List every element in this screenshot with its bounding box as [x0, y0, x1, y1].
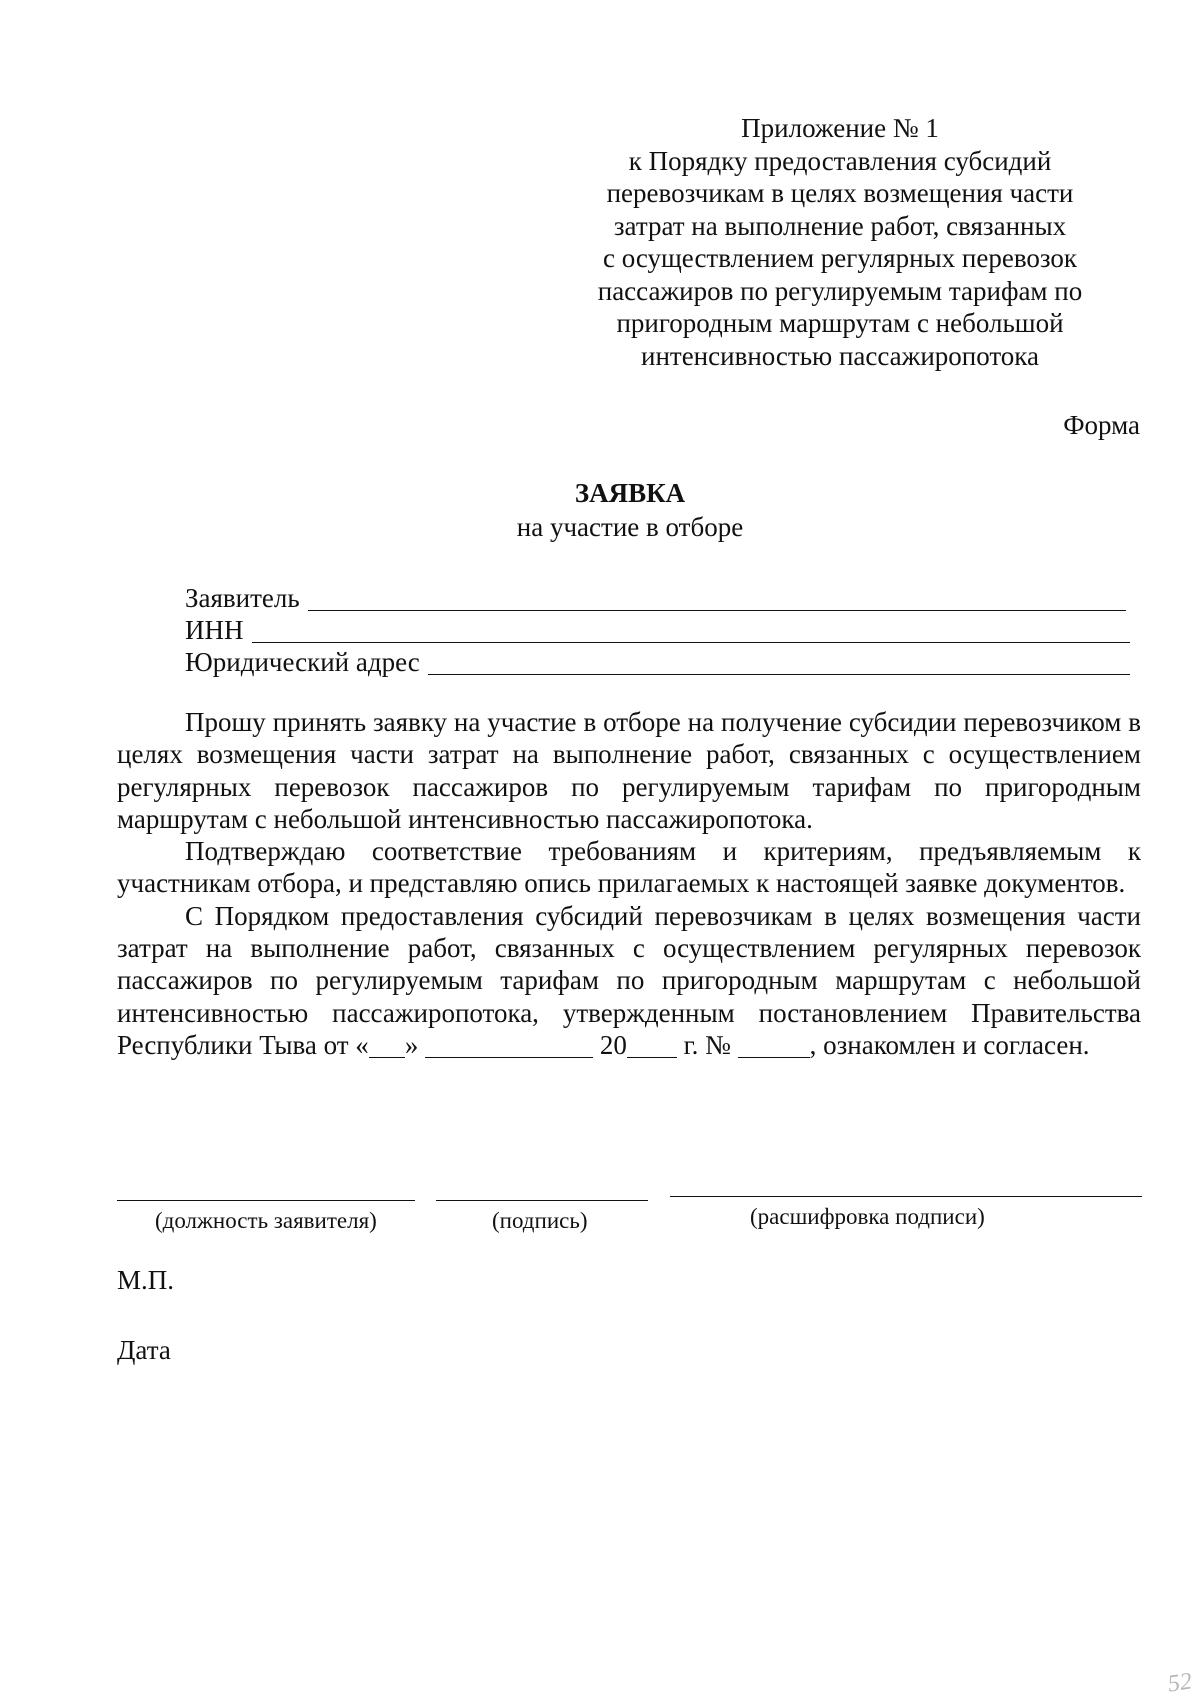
decoding-caption: (расшифровка подписи) [750, 1204, 985, 1229]
quote-close: » [404, 1029, 419, 1060]
legal-address-field [185, 647, 1130, 678]
paragraph-agreement [117, 900, 1141, 1061]
form-label: Форма [1063, 410, 1140, 440]
agreement-text: С Порядком предоставления субсидий перевозчикам в целях возмещения части затрат на выполнение работ, связанных с осуществлением регулярных перевозок пассажиров по регулируемым тарифам по пригородным маршрутам с небольшой интенсивностью пассажиропотока, утвержденным постановлением Правительства Республики Тыва от « [117, 900, 1141, 1060]
paragraph-request: Прошу принять заявку на участие в отборе на получение субсидии перевозчиком в целях возмещения части затрат на выполнение работ, связанных с осуществлением регулярных перевозок пассажиров по регулируемым тарифам по пригородным маршрутам с небольшой интенсивностью пассажиропотока. [117, 707, 1141, 834]
applicant-label: Заявитель [185, 583, 300, 613]
decoding-signature-line[interactable] [670, 1196, 1142, 1197]
application-body [117, 706, 1141, 1061]
inn-label: ИНН [185, 615, 244, 645]
document-title: ЗАЯВКА [574, 478, 686, 508]
agreement-ending: , ознакомлен и согласен. [809, 1029, 1090, 1060]
day-blank[interactable] [369, 1056, 405, 1058]
paragraph-confirmation: Подтверждаю соответствие требованиям и критериям, предъявляемым к участникам отбора, и представляю опись прилагаемых к настоящей заявке документов. [117, 836, 1141, 899]
number-label: г. № [683, 1029, 731, 1060]
applicant-field [185, 583, 1126, 614]
legal-address-blank-line[interactable] [428, 673, 1130, 675]
seal-place-label: М.П. [117, 1265, 175, 1295]
appendix-line: Приложение № 1 [741, 113, 939, 143]
month-blank[interactable] [425, 1056, 593, 1058]
year-prefix: 20 [599, 1029, 627, 1060]
page-number: 52 [1166, 1668, 1194, 1698]
appendix-line: затрат на выполнение работ, связанных [613, 210, 1067, 241]
appendix-line: пригородным маршрутам с небольшой [616, 308, 1064, 338]
applicant-blank-line[interactable] [308, 609, 1126, 611]
appendix-line: к Порядку предоставления субсидий [628, 145, 1052, 176]
appendix-line: интенсивностью пассажиропотока [641, 340, 1039, 371]
appendix-line: с осуществлением регулярных перевозок [602, 243, 1078, 273]
year-blank[interactable] [627, 1056, 677, 1058]
appendix-line: пассажиров по регулируемым тарифам по [597, 275, 1083, 306]
date-label: Дата [117, 1335, 171, 1365]
inn-field [185, 615, 1130, 646]
appendix-header [590, 112, 1090, 372]
signature-line[interactable] [436, 1200, 648, 1201]
position-caption: (должность заявителя) [155, 1208, 377, 1233]
number-blank[interactable] [738, 1056, 810, 1058]
signature-caption: (подпись) [492, 1208, 588, 1233]
appendix-line: перевозчикам в целях возмещения части [606, 178, 1074, 208]
position-signature-line[interactable] [117, 1200, 415, 1201]
inn-blank-line[interactable] [252, 641, 1130, 643]
document-subtitle: на участие в отборе [516, 512, 744, 542]
legal-address-label: Юридический адрес [185, 647, 420, 677]
